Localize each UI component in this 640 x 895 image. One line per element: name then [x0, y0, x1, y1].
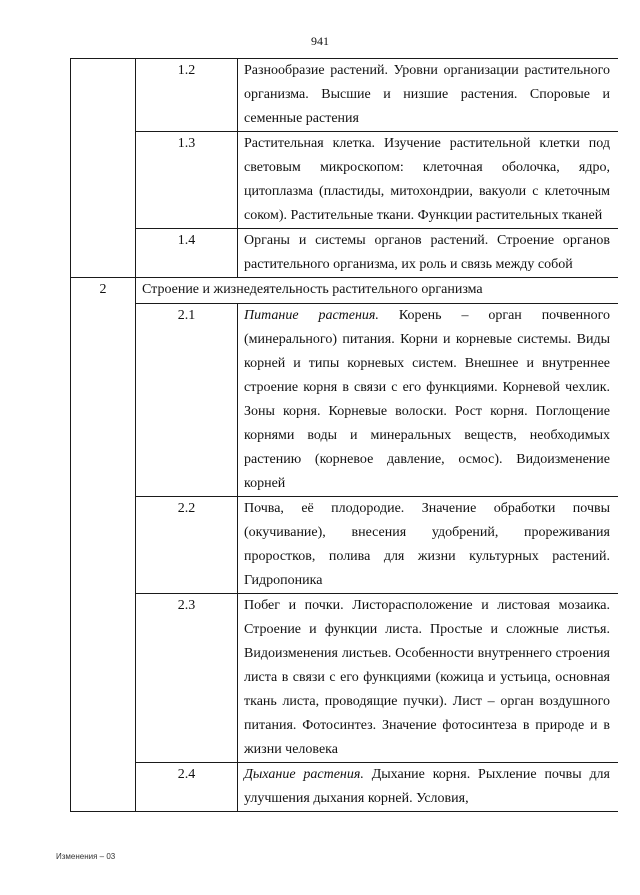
page-number: 941 — [311, 34, 329, 48]
section-number-cell — [71, 132, 136, 229]
section-number-cell — [71, 59, 136, 132]
section-number-cell — [71, 496, 136, 593]
topic-text: Почва, её плодородие. Значение обработки почвы (окучивание), внесения удобрений, прореживания проростков, полива для жизни культурных растений. Гидропоника — [244, 500, 610, 588]
topic-number-cell: 1.2 — [136, 59, 238, 132]
topic-text-cell — [238, 303, 619, 496]
section-row — [71, 278, 619, 304]
topic-title: Дыхание растения. — [244, 766, 364, 782]
curriculum-table-container — [70, 58, 618, 830]
section-number-cell — [71, 303, 136, 496]
section-number-cell — [71, 762, 136, 811]
section-number: 2 — [71, 278, 136, 304]
table-row — [71, 132, 619, 229]
topic-number-cell: 2.1 — [136, 303, 238, 496]
table-row — [71, 303, 619, 496]
topic-number-cell: 2.4 — [136, 762, 238, 811]
table-row — [71, 593, 619, 762]
footer-note: Изменения – 03 — [56, 852, 116, 861]
topic-number-cell: 1.4 — [136, 229, 238, 278]
topic-text: Разнообразие растений. Уровни организации растительного организма. Высшие и низшие растения. Споровые и семенные растения — [244, 63, 610, 126]
section-number-cell — [71, 229, 136, 278]
topic-text-cell — [238, 762, 619, 811]
topic-text: Растительная клетка. Изучение растительной клетки под световым микроскопом: клеточная оболочка, ядро, цитоплазма (пластиды, митохондрии, вакуоли с клеточным соком). Растительные ткани. Функции растительных тканей — [244, 136, 610, 223]
topic-text: Побег и почки. Листорасположение и листовая мозаика. Строение и функции листа. Простые и сложные листья. Видоизменения листьев. Особенности внутреннего строения листа в связи с его функциями (кожица и устьица, основная ткань листа, проводящие пучки). Лист – орган воздушного питания. Фотосинтез. Значение фотосинтеза в природе и в жизни человека — [244, 597, 610, 757]
topic-text: Органы и системы органов растений. Строение органов растительного организма, их роль и связь между собой — [244, 233, 610, 272]
topic-text-cell — [238, 496, 619, 593]
table-row — [71, 762, 619, 811]
topic-text: Дыхание корня. Рыхление почвы для улучшения дыхания корней. Условия, — [244, 766, 610, 806]
table-row — [71, 496, 619, 593]
topic-text-cell — [238, 593, 619, 762]
topic-title: Питание растения. — [244, 307, 379, 323]
topic-number-cell: 1.3 — [136, 132, 238, 229]
topic-text-cell — [238, 132, 619, 229]
topic-text: Корень – орган почвенного (минерального) питания. Корни и корневые системы. Виды корней и типы корневых систем. Внешнее и внутреннее строение корня в связи с его функциями. Корневой чехлик. Зоны корня. Корневые волоски. Рост корня. Поглощение корнями воды и минеральных веществ, необходимых растению (корневое давление, осмос). Видоизменение корней — [244, 307, 610, 491]
section-number-cell — [71, 593, 136, 762]
topic-number-cell: 2.3 — [136, 593, 238, 762]
topic-text-cell — [238, 59, 619, 132]
section-title: Строение и жизнедеятельность растительного организма — [136, 278, 619, 304]
curriculum-table — [70, 58, 618, 812]
topic-text-cell — [238, 229, 619, 278]
topic-number-cell: 2.2 — [136, 496, 238, 593]
table-row — [71, 229, 619, 278]
table-row — [71, 59, 619, 132]
